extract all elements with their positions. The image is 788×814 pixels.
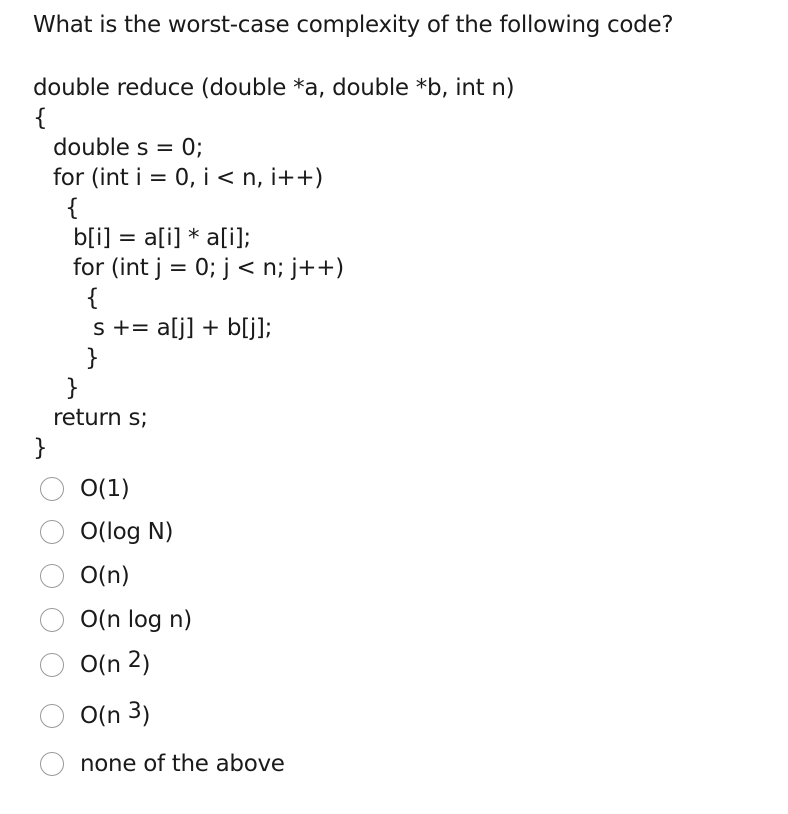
radio-button[interactable] (40, 704, 64, 728)
option-label: O(n) (80, 563, 130, 589)
option-label: O(n $^2$) (80, 648, 151, 678)
option-label: none of the above (80, 751, 285, 777)
code-line: double s = 0; (53, 135, 204, 161)
code-line: double reduce (double *a, double *b, int n) (33, 75, 515, 101)
radio-button[interactable] (40, 608, 64, 632)
code-line: { (65, 195, 80, 221)
option-label: O(1) (80, 476, 130, 502)
code-line: for (int i = 0, i < n, i++) (53, 165, 324, 191)
option-label: O(log N) (80, 519, 174, 545)
code-line: for (int j = 0; j < n; j++) (73, 255, 344, 281)
radio-button[interactable] (40, 752, 64, 776)
option-o-n-cubed[interactable] (40, 701, 150, 731)
option-none-of-the-above[interactable] (40, 749, 285, 779)
code-line: } (85, 345, 100, 371)
code-line: b[i] = a[i] * a[i]; (73, 225, 251, 251)
radio-button[interactable] (40, 520, 64, 544)
code-line: } (33, 435, 48, 461)
option-o-n-squared[interactable] (40, 650, 150, 680)
option-o-1[interactable] (40, 474, 129, 504)
option-label: O(n $^3$) (80, 699, 151, 729)
code-line: { (85, 285, 100, 311)
option-o-n-log-n[interactable] (40, 605, 192, 635)
exponent: 2 (127, 648, 142, 673)
option-o-log-n[interactable] (40, 517, 173, 547)
radio-button[interactable] (40, 653, 64, 677)
option-o-n[interactable] (40, 561, 129, 591)
code-line: } (65, 375, 80, 401)
code-line: s += a[j] + b[j]; (93, 315, 273, 341)
code-line: return s; (53, 405, 148, 431)
question-text: What is the worst-case complexity of the following code? (33, 12, 674, 38)
option-label: O(n log n) (80, 607, 192, 633)
radio-button[interactable] (40, 477, 64, 501)
exponent: 3 (127, 699, 142, 724)
code-line: { (33, 105, 48, 131)
radio-button[interactable] (40, 564, 64, 588)
